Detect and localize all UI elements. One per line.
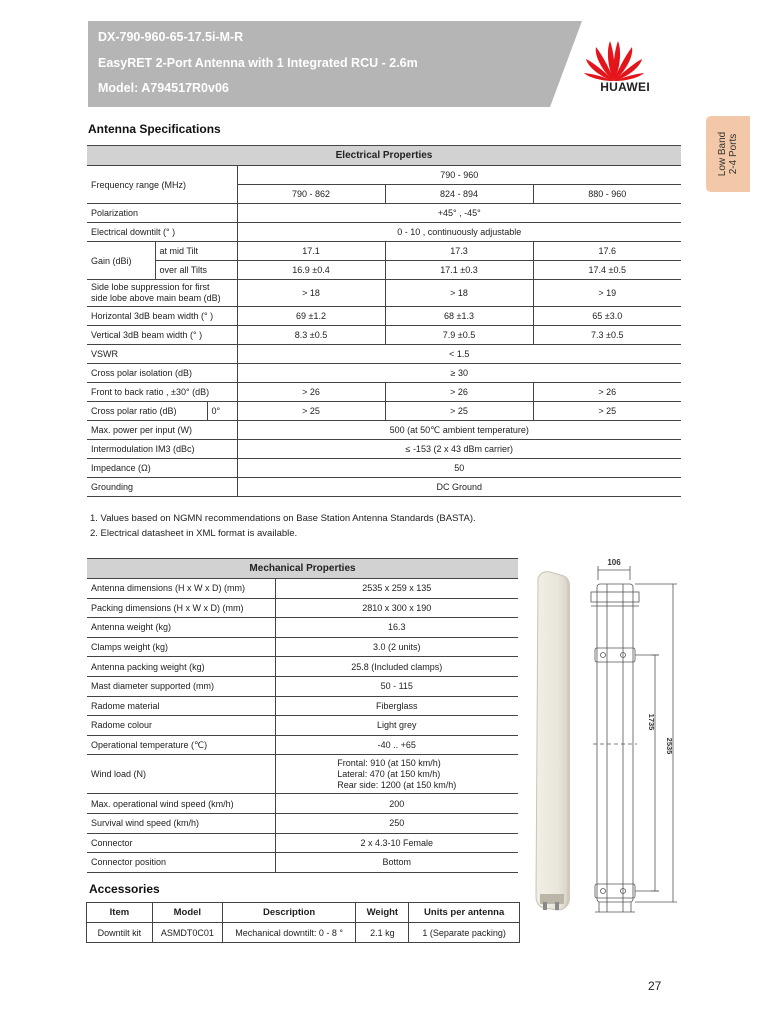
freq-band: 880 - 960	[533, 185, 681, 204]
grounding-label: Grounding	[87, 478, 237, 497]
accessories-table	[86, 902, 520, 943]
acc-cell: 2.1 kg	[356, 923, 409, 943]
gain-label: Gain (dBi)	[87, 242, 155, 280]
fb-value: > 26	[385, 383, 533, 402]
acc-cell: Downtilt kit	[87, 923, 153, 943]
mech-value: 3.0 (2 units)	[275, 637, 518, 657]
accessories-title: Accessories	[89, 882, 160, 896]
polarization-label: Polarization	[87, 204, 237, 223]
gain-all-value: 17.1 ±0.3	[385, 261, 533, 280]
gain-mid-value: 17.6	[533, 242, 681, 261]
model-number: Model: A794517R0v06	[98, 81, 229, 95]
table-row	[87, 794, 518, 814]
sidelobe-value: > 18	[237, 280, 385, 307]
mech-label: Max. operational wind speed (km/h)	[87, 794, 275, 814]
downtilt-label: Electrical downtilt (° )	[87, 223, 237, 242]
hbw-value: 65 ±3.0	[533, 307, 681, 326]
mech-value: Bottom	[275, 853, 518, 873]
vbw-label: Vertical 3dB beam width (° )	[87, 326, 237, 345]
electrical-title: Electrical Properties	[87, 146, 681, 166]
xpr-value: > 25	[237, 402, 385, 421]
mech-label: Operational temperature (℃)	[87, 735, 275, 755]
freq-label: Frequency range (MHz)	[87, 166, 237, 204]
gain-all-label: over all Tilts	[155, 261, 237, 280]
electrical-table	[87, 145, 681, 497]
power-value: 500 (at 50℃ ambient temperature)	[237, 421, 681, 440]
table-row	[87, 676, 518, 696]
wind-label: Wind load (N)	[87, 755, 275, 794]
vbw-value: 8.3 ±0.5	[237, 326, 385, 345]
table-row	[87, 853, 518, 873]
power-label: Max. power per input (W)	[87, 421, 237, 440]
xpr-label: Cross polar ratio (dB)	[87, 402, 207, 421]
side-tab	[706, 116, 750, 192]
page-number: 27	[648, 979, 662, 993]
mech-label: Radome colour	[87, 716, 275, 736]
xpi-value: ≥ 30	[237, 364, 681, 383]
gain-all-value: 16.9 ±0.4	[237, 261, 385, 280]
mechanical-table	[87, 558, 518, 873]
hbw-value: 69 ±1.2	[237, 307, 385, 326]
sidelobe-label-line2: side lobe above main beam (dB)	[91, 293, 221, 303]
table-row	[87, 696, 518, 716]
table-row	[87, 657, 518, 677]
vbw-value: 7.3 ±0.5	[533, 326, 681, 345]
table-row	[87, 735, 518, 755]
wind-frontal: Frontal: 910 (at 150 km/h)	[337, 757, 441, 768]
dim-total-label: 2535	[665, 737, 674, 755]
impedance-value: 50	[237, 459, 681, 478]
vswr-label: VSWR	[87, 345, 237, 364]
sidelobe-value: > 18	[385, 280, 533, 307]
mech-value: 2535 x 259 x 135	[275, 579, 518, 599]
vswr-value: < 1.5	[237, 345, 681, 364]
mech-value: 200	[275, 794, 518, 814]
mech-value: 250	[275, 813, 518, 833]
footnote: 2. Electrical datasheet in XML format is available.	[90, 527, 298, 539]
gain-mid-value: 17.1	[237, 242, 385, 261]
gain-mid-label: at mid Tilt	[155, 242, 237, 261]
mech-value: 25.8 (Included clamps)	[275, 657, 518, 677]
mech-value: Light grey	[275, 716, 518, 736]
gain-mid-value: 17.3	[385, 242, 533, 261]
acc-header: Weight	[356, 903, 409, 923]
mech-label: Clamps weight (kg)	[87, 637, 275, 657]
vbw-value: 7.9 ±0.5	[385, 326, 533, 345]
table-row	[87, 716, 518, 736]
footnote: 1. Values based on NGMN recommendations on Base Station Antenna Standards (BASTA).	[90, 513, 476, 524]
product-name: EasyRET 2-Port Antenna with 1 Integrated RCU - 2.6m	[98, 56, 418, 70]
gain-all-value: 17.4 ±0.5	[533, 261, 681, 280]
dim-inner-label: 1735	[647, 713, 656, 731]
freq-all: 790 - 960	[237, 166, 681, 185]
antenna-photo	[528, 568, 576, 918]
footnotes	[90, 512, 476, 541]
mech-label: Packing dimensions (H x W x D) (mm)	[87, 598, 275, 618]
acc-cell: Mechanical downtilt: 0 - 8 °	[222, 923, 356, 943]
fb-value: > 26	[533, 383, 681, 402]
fb-value: > 26	[237, 383, 385, 402]
xpi-label: Cross polar isolation (dB)	[87, 364, 237, 383]
mech-value: Fiberglass	[275, 696, 518, 716]
wind-lateral: Lateral: 470 (at 150 km/h)	[337, 768, 441, 779]
impedance-label: Impedance (Ω)	[87, 459, 237, 478]
polarization-value: +45° , -45°	[237, 204, 681, 223]
xpr-value: > 25	[533, 402, 681, 421]
section-title: Antenna Specifications	[88, 122, 221, 136]
mechanical-title: Mechanical Properties	[87, 559, 518, 579]
sidelobe-label	[87, 280, 237, 307]
mech-label: Mast diameter supported (mm)	[87, 676, 275, 696]
table-row	[87, 637, 518, 657]
acc-header: Description	[222, 903, 356, 923]
xpr-value: > 25	[385, 402, 533, 421]
brand-name: HUAWEI	[600, 80, 650, 94]
table-row	[87, 618, 518, 638]
hbw-label: Horizontal 3dB beam width (° )	[87, 307, 237, 326]
freq-band: 824 - 894	[385, 185, 533, 204]
product-code: DX-790-960-65-17.5i-M-R	[98, 30, 244, 44]
sidelobe-value: > 19	[533, 280, 681, 307]
table-row	[87, 598, 518, 618]
wind-rear: Rear side: 1200 (at 150 km/h)	[337, 779, 457, 790]
mech-value: -40 .. +65	[275, 735, 518, 755]
xpr-sub-label: 0°	[207, 402, 237, 421]
acc-header: Units per antenna	[409, 903, 520, 923]
mech-value: 2810 x 300 x 190	[275, 598, 518, 618]
mech-label: Antenna packing weight (kg)	[87, 657, 275, 677]
fb-label: Front to back ratio , ±30° (dB)	[87, 383, 237, 402]
im3-value: ≤ -153 (2 x 43 dBm carrier)	[237, 440, 681, 459]
mech-label: Survival wind speed (km/h)	[87, 813, 275, 833]
mech-label: Connector position	[87, 853, 275, 873]
header-band	[88, 21, 680, 107]
sidelobe-label-line1: Side lobe suppression for first	[91, 282, 210, 292]
downtilt-value: 0 - 10 , continuously adjustable	[237, 223, 681, 242]
mech-value: 50 - 115	[275, 676, 518, 696]
grounding-value: DC Ground	[237, 478, 681, 497]
freq-band: 790 - 862	[237, 185, 385, 204]
mech-value: 16.3	[275, 618, 518, 638]
side-tab-line1: Low Band	[717, 131, 728, 177]
acc-header: Item	[87, 903, 153, 923]
mech-label: Antenna weight (kg)	[87, 618, 275, 638]
acc-cell: 1 (Separate packing)	[409, 923, 520, 943]
acc-header: Model	[152, 903, 222, 923]
acc-cell: ASMDT0C01	[152, 923, 222, 943]
hbw-value: 68 ±1.3	[385, 307, 533, 326]
im3-label: Intermodulation IM3 (dBc)	[87, 440, 237, 459]
mech-value: 2 x 4.3-10 Female	[275, 833, 518, 853]
side-tab-line2: 2-4 Ports	[728, 133, 739, 175]
table-row	[87, 579, 518, 599]
mech-label: Antenna dimensions (H x W x D) (mm)	[87, 579, 275, 599]
antenna-dimension-drawing	[585, 556, 685, 928]
table-row	[87, 813, 518, 833]
wind-values	[275, 755, 518, 794]
table-row	[87, 833, 518, 853]
mech-label: Connector	[87, 833, 275, 853]
mech-label: Radome material	[87, 696, 275, 716]
dim-width-label: 106	[607, 558, 621, 567]
